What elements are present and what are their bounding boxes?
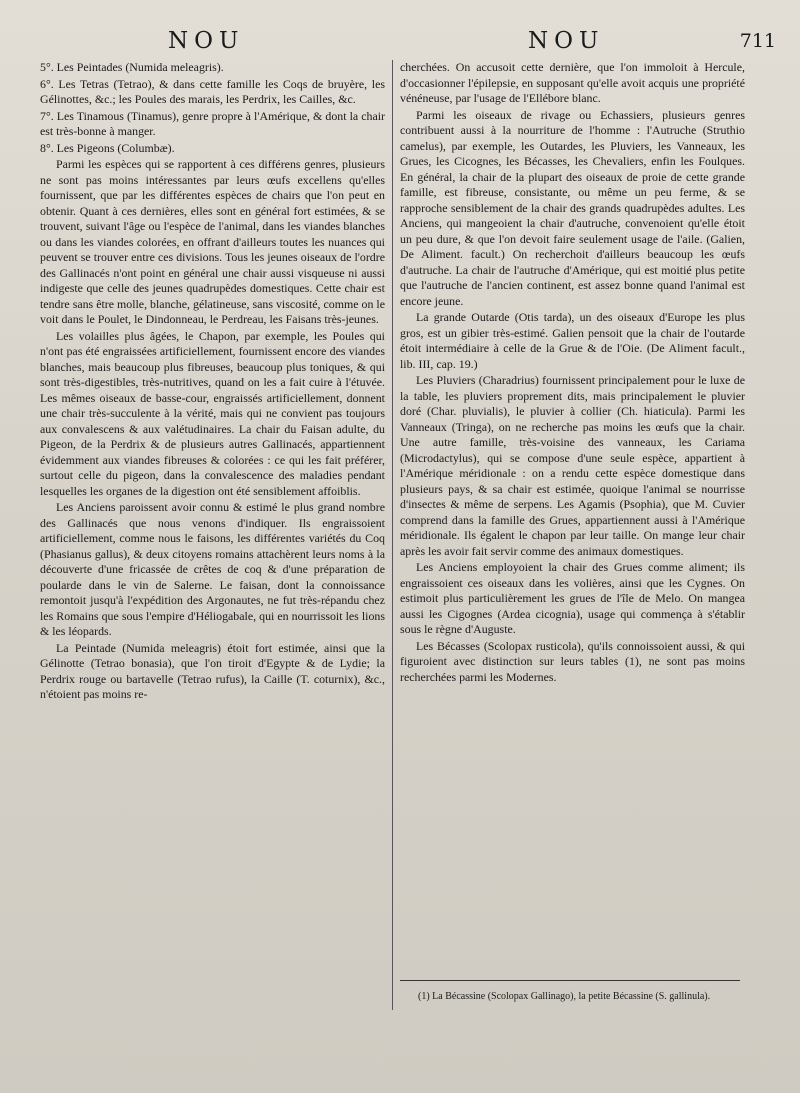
paragraph: 8°. Les Pigeons (Columbæ). <box>40 140 175 155</box>
footnote-rule <box>400 980 740 981</box>
paragraph: La grande Outarde (Otis tarda), un des oiseaux d'Europe les plus gros, est un gibier très-estimé. Galien pensoit que la chair de l'outarde étoit intermédiaire à celle de la Grue & de l'Oie. (De Aliment facult., lib. III, cap. 19.) <box>400 310 745 371</box>
right-column <box>400 60 745 686</box>
paragraph: Les Anciens employoient la chair des Grues comme aliment; ils engraissoient ces oiseaux dans les volières, ainsi que les Cygnes. On estimoit plus particulièrement les grues de l'île de Melo. On mangea aussi les Cigognes (Ardea cicognia), usage qui commença à s'établir sous le règne d'Auguste. <box>400 560 745 636</box>
paragraph: cherchées. On accusoit cette dernière, que l'on immoloit à Hercule, d'occasionner l'épilepsie, en supposant qu'elle avoit acquis une propriété vénéneuse, par l'usage de l'Ellébore blanc. <box>400 60 745 105</box>
left-column <box>40 60 385 704</box>
running-head-right: NOU <box>528 28 605 54</box>
paragraph: La Peintade (Numida meleagris) étoit fort estimée, ainsi que la Gélinotte (Tetrao bonasia), que l'on tiroit d'Egypte & de Lydie; la Perdrix rouge ou bartavelle (Tetrao rufus), la Caille (T. coturnix), &c., n'étoient pas moins re- <box>40 640 385 701</box>
paragraph: Parmi les espèces qui se rapportent à ces différens genres, plusieurs ne sont pas moins intéressantes par leurs œufs excellens qu'elles fournissent, que par les différentes espèces de chairs que l'on peut en obtenir. Quant à ces dernières, elles sont en général fort estimées, & se trouvent, suivant l'âge ou l'espèce de l'animal, dans les viandes blanches ou dans les viandes colorées, en offrant d'ailleurs toutes les nuances qui peuvent se trouver entre ces divisions. Tous les jeunes oiseaux de l'ordre des Gallinacés n'ont point en général une chair aussi visqueuse ni aussi indigeste que celle des jeunes quadrupèdes domestiques. Cette chair est tendre sans être molle, blanche, gélatineuse, sans viscosité, comme on le voit dans le Poulet, le Dindonneau, le Perdreau, les Faisans très-jeunes. <box>40 157 385 326</box>
paragraph: Les volailles plus âgées, le Chapon, par exemple, les Poules qui n'ont pas été engraissées artificiellement, fournissent encore des viandes blanches, mais beaucoup plus fibreuses, beaucoup plus toniques, & qui sont très-digestibles, très-nutritives, quand on les a fait cuire à l'étuvée. Les mêmes oiseaux de basse-cour, engraissés artificiellement, donnent une chair très-succulente à la vérité, mais qui ne convient pas toujours aux convalescens & aux valétudinaires. La chair du Faisan adulte, du Pigeon, de la Perdrix & de plusieurs autres Gallinacés, appartiennent évidemment aux viandes fibreuses & colorées : ce qui les fait préférer, surtout celle du pigeon, dans la convalescence des maladies pendant lesquelles les organes de la digestion ont été sensiblement affoiblis. <box>40 328 385 498</box>
paragraph: Les Bécasses (Scolopax rusticola), qu'ils connoissoient aussi, & qui figuroient avec distinction sur leurs tables (1), ne sont pas moins recherchées parmi les Modernes. <box>400 638 745 684</box>
paragraph: 7°. Les Tinamous (Tinamus), genre propre à l'Amérique, & dont la chair est très-bonne à manger. <box>40 108 385 138</box>
paragraph: Parmi les oiseaux de rivage ou Echassiers, plusieurs genres contribuent aussi à la nourriture de l'homme : l'Autruche (Struthio camelus), par exemple, les Outardes, les Pluviers, les Vanneaux, les Grues, les Cicognes, les Bécasses, les Chevaliers, enfin les Foulques. En général, la chair de la plupart des oiseaux de proie de cette grande famille, est fibreuse, consistante, ou même un peu ferme, & se rapproche sensiblement de la chair des grands quadrupèdes adultes. Les Anciens, qui mangeoient la chair d'autruche, convenoient qu'elle étoit un peu dure, & que l'on devoit faire seulement usage de l'aile. (Galien, De Aliment. facult.) On recherchoit d'ailleurs beaucoup les œufs d'autruche. La chair de l'autruche d'Amérique, qui est moitié plus petite que l'autruche de l'ancien continent, est assez bonne quand l'animal est encore jeune. <box>400 107 745 308</box>
footnote: (1) La Bécassine (Scolopax Gallinago), la petite Bécassine (S. gallinula). <box>418 991 711 1002</box>
column-divider <box>392 60 393 1010</box>
page-header <box>40 28 782 52</box>
page-number: 711 <box>739 30 776 52</box>
paragraph: 5°. Les Peintades (Numida meleagris). <box>40 60 224 74</box>
running-head-left: NOU <box>168 28 245 54</box>
paragraph: 6°. Les Tetras (Tetrao), & dans cette famille les Coqs de bruyère, les Gélinottes, &c.; les Poules des marais, les Perdrix, les Cailles, &c. <box>40 76 385 106</box>
text-columns <box>40 60 782 1060</box>
paragraph: Les Pluviers (Charadrius) fournissent principalement pour le luxe de la table, les pluviers proprement dits, mais principalement le pluvier doré (Char. pluvialis), le pluvier à collier (Ch. hiaticula). Parmi les Vanneaux (Tringa), on ne recherche pas moins les œufs que la chair. Une autre famille, très-voisine des vanneaux, les Cariama (Microdactylus), qui se compose d'une seule espèce, appartient à l'Amérique méridionale : on a rendu cette espèce domestique dans plusieurs pays, & sa chair est estimée, quoique l'animal se nourrisse d'insectes & même de serpens. Les Agamis (Psophia), que M. Cuvier comprend dans la famille des Grues, appartiennent aussi à l'Amérique méridionale. Ils égalent le chapon par leur taille. On mange leur chair après les avoir fait servir comme des animaux domestiques. <box>400 373 745 558</box>
paragraph: Les Anciens paroissent avoir connu & estimé le plus grand nombre des Gallinacés que nous venons d'indiquer. Ils engraissoient artificiellement, comme nous le faisons, les différentes variétés du Coq (Phasianus gallus), & deux citoyens romains attachèrent leurs noms à la découverte d'une fricassée de crêtes de coq & d'une préparation de poularde dans le vin de Salerne. Le faisan, dont la connoissance remontoit jusqu'à l'expédition des Argonautes, ne fut très-répandu chez les Romains que sous l'empire d'Héliogabale, qui en nourrissoit les lions & les léopards. <box>40 500 385 638</box>
